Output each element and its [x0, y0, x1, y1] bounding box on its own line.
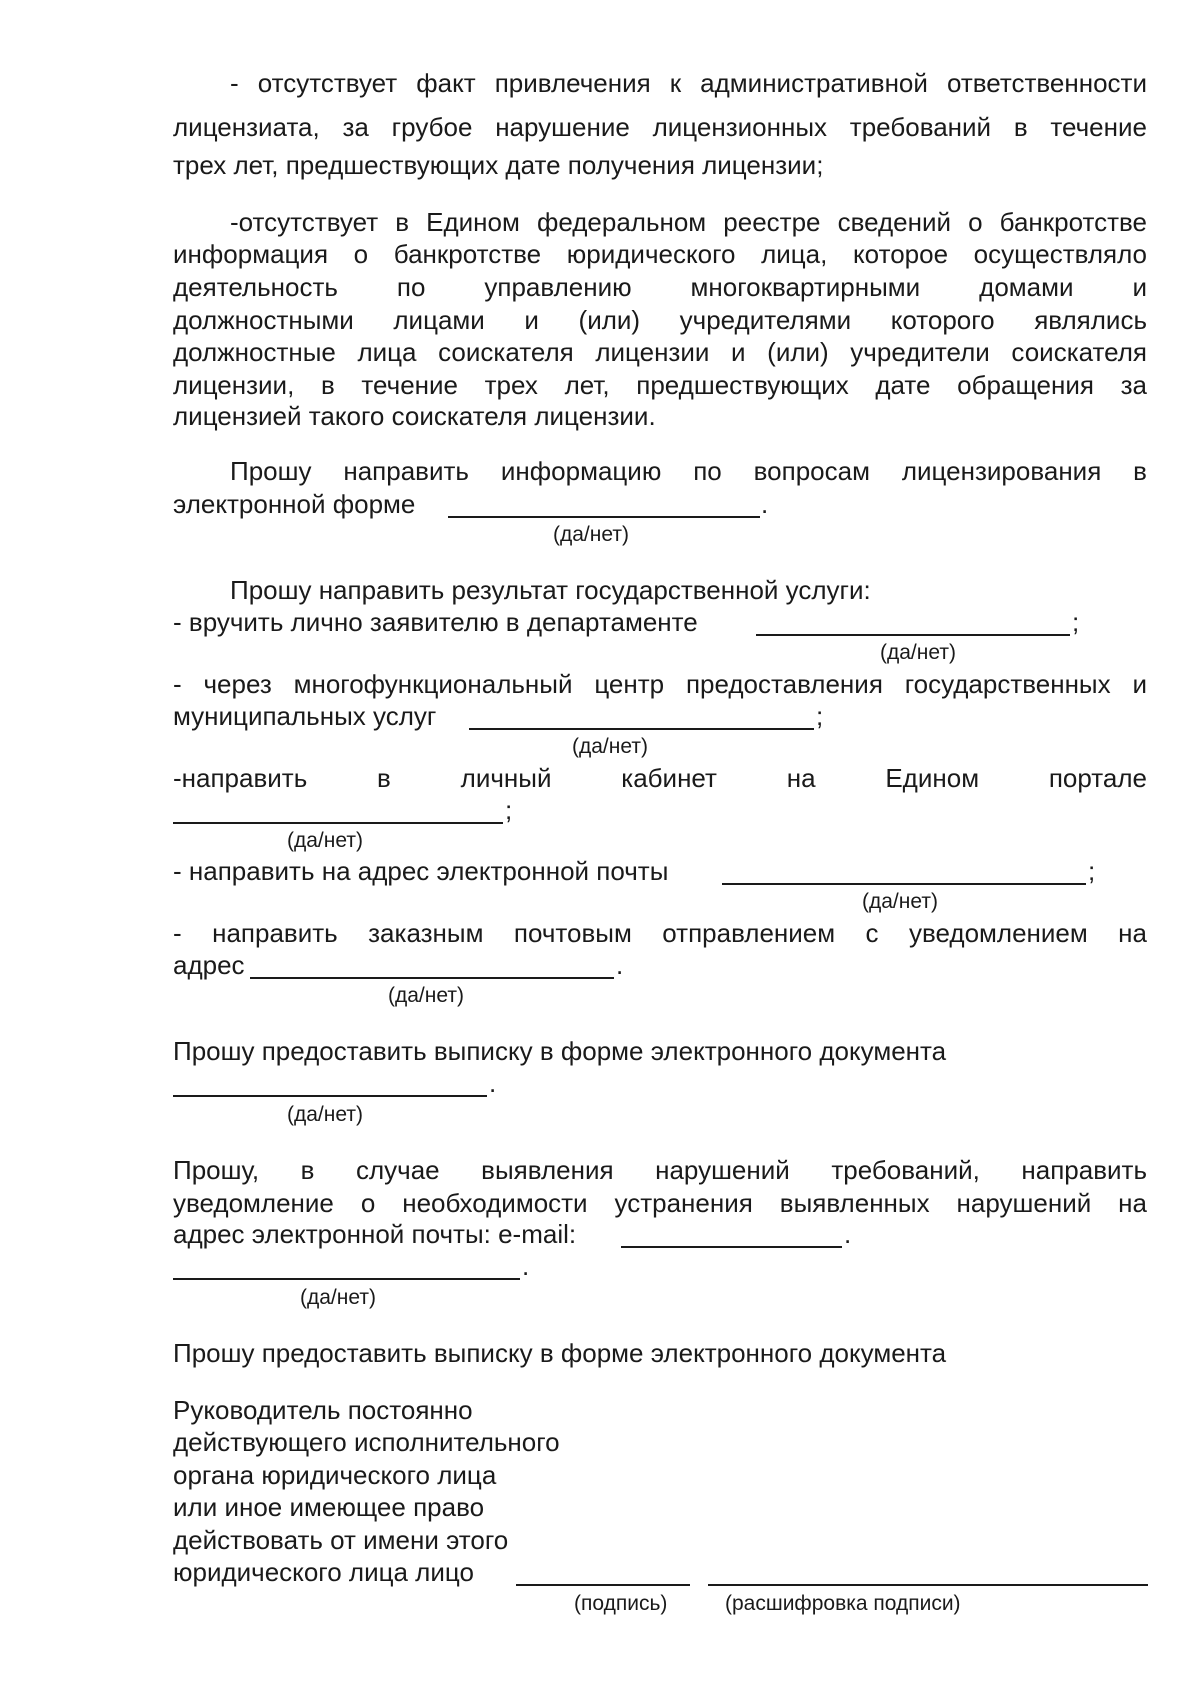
para2-line5: должностные лица соискателя лицензии и (или) учредители соискателя [173, 337, 1147, 367]
in-person-end: ; [1072, 607, 1080, 637]
para2-line7: лицензией такого соискателя лицензии. [173, 401, 656, 431]
email-blank[interactable] [722, 883, 1086, 885]
signatory-line5: действовать от имени этого [173, 1525, 509, 1555]
portal-end: ; [505, 795, 513, 825]
signatory-line3: органа юридического лица [173, 1460, 497, 1490]
violations-line1: Прошу, в случае выявления нарушений требований, направить [173, 1155, 1147, 1185]
signatory-line1: Руководитель постоянно [173, 1395, 473, 1425]
signatory-line6: юридического лица лицо [173, 1557, 474, 1587]
portal-line1: -направить в личный кабинет на Едином портале [173, 763, 1147, 793]
in-person-caption: (да/нет) [880, 641, 956, 664]
result-heading: Прошу направить результат государственной услуги: [230, 575, 871, 605]
para1-line1: - отсутствует факт привлечения к административной ответственности [230, 68, 1147, 98]
mail-end: . [616, 950, 624, 980]
electronic-info-line1: Прошу направить информацию по вопросам лицензирования в [230, 456, 1147, 486]
violations-email-blank[interactable] [621, 1246, 842, 1248]
para1-line2: лицензиата, за грубое нарушение лицензионных требований в течение [173, 112, 1147, 142]
signature-decoding-caption: (расшифровка подписи) [725, 1592, 961, 1615]
para1-line3: трех лет, предшествующих дате получения лицензии; [173, 150, 824, 180]
violations-end2: . [522, 1251, 530, 1281]
para2-line2: информация о банкротстве юридического лица, которое осуществляло [173, 239, 1147, 269]
signature-decoding-blank[interactable] [708, 1584, 1148, 1586]
electronic-info-blank[interactable] [448, 516, 760, 518]
in-person-blank[interactable] [756, 634, 1070, 636]
electronic-info-line2: электронной форме [173, 489, 416, 519]
extract1-end: . [489, 1068, 497, 1098]
portal-blank[interactable] [173, 822, 503, 824]
para2-line3: деятельность по управлению многоквартирными домами и [173, 272, 1147, 302]
violations-end1: . [844, 1219, 852, 1249]
signature-caption: (подпись) [574, 1592, 668, 1615]
extract1-blank[interactable] [173, 1095, 487, 1097]
mfc-end: ; [816, 701, 824, 731]
email-end: ; [1088, 856, 1096, 886]
mail-line2: адрес [173, 950, 245, 980]
mfc-blank[interactable] [469, 728, 814, 730]
signatory-line2: действующего исполнительного [173, 1427, 560, 1457]
para2-line4: должностными лицами и (или) учредителями которого являлись [173, 305, 1147, 335]
electronic-info-end: . [761, 489, 769, 519]
email-text: - направить на адрес электронной почты [173, 856, 669, 886]
email-caption: (да/нет) [862, 890, 938, 913]
violations-line3: адрес электронной почты: e-mail: [173, 1219, 577, 1249]
extract1-caption: (да/нет) [287, 1103, 363, 1126]
para2-line1: -отсутствует в Едином федеральном реестре сведений о банкротстве [230, 207, 1147, 237]
portal-caption: (да/нет) [287, 829, 363, 852]
extract1-text: Прошу предоставить выписку в форме электронного документа [173, 1036, 947, 1066]
violations-line2: уведомление о необходимости устранения выявленных нарушений на [173, 1188, 1147, 1218]
para2-line6: лицензии, в течение трех лет, предшествующих дате обращения за [173, 370, 1147, 400]
mfc-caption: (да/нет) [572, 735, 648, 758]
electronic-info-caption: (да/нет) [553, 523, 629, 546]
extract2-text: Прошу предоставить выписку в форме электронного документа [173, 1338, 947, 1368]
signature-blank[interactable] [516, 1584, 690, 1586]
mail-caption: (да/нет) [388, 984, 464, 1007]
signatory-line4: или иное имеющее право [173, 1492, 485, 1522]
mfc-line1: - через многофункциональный центр предоставления государственных и [173, 669, 1147, 699]
mail-blank[interactable] [250, 977, 614, 979]
mail-line1: - направить заказным почтовым отправлением с уведомлением на [173, 918, 1147, 948]
in-person-text: - вручить лично заявителю в департаменте [173, 607, 698, 637]
violations-caption: (да/нет) [300, 1286, 376, 1309]
mfc-line2: муниципальных услуг [173, 701, 437, 731]
violations-yesno-blank[interactable] [173, 1278, 520, 1280]
